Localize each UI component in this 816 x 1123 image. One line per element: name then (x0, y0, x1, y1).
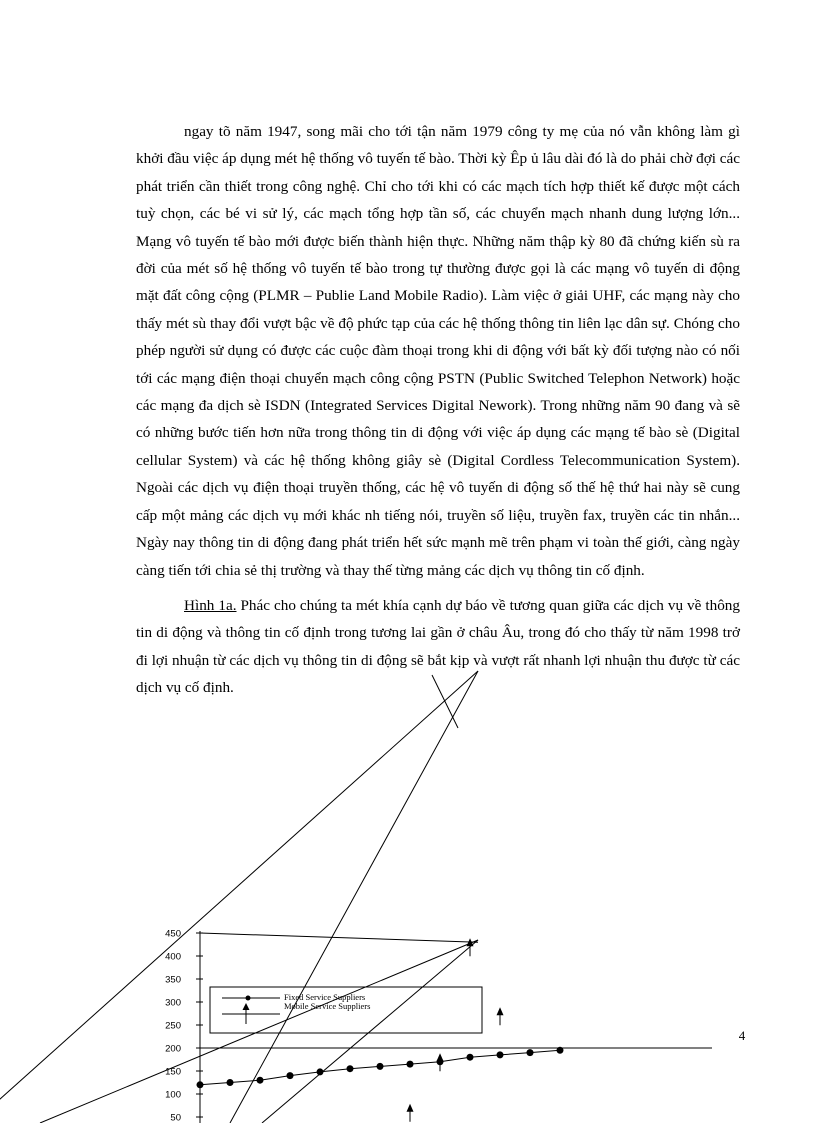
legend-arrow-icon (243, 1003, 250, 1010)
mobile-service-arrow-icon (437, 1053, 444, 1061)
y-tick-label: 350 (165, 974, 181, 986)
y-axis (165, 929, 203, 1123)
y-tick-label: 300 (165, 997, 181, 1009)
mobile-service-arrow-icon (407, 1104, 414, 1112)
overlay-line-5 (432, 675, 458, 728)
legend (210, 987, 482, 1033)
mobile-service-arrow-icon (497, 1007, 504, 1015)
legend-label-mobile: Mobile Service Suppliers (284, 1001, 371, 1011)
chart-marks (197, 938, 564, 1123)
y-tick-label: 450 (165, 928, 181, 940)
fixed-service-point (257, 1077, 264, 1084)
overlay-line-2 (40, 940, 478, 1123)
fixed-service-point (497, 1051, 504, 1058)
fixed-service-point (197, 1081, 204, 1088)
y-tick-label: 100 (165, 1089, 181, 1101)
y-tick-label: 400 (165, 951, 181, 963)
series-lines (200, 933, 712, 1085)
fixed-service-point (557, 1047, 564, 1054)
y-tick-label: 150 (165, 1066, 181, 1078)
y-tick-label: 250 (165, 1020, 181, 1032)
overlay-line-4 (262, 940, 478, 1123)
y-tick-label: 50 (170, 1112, 181, 1123)
fixed-service-point (347, 1065, 354, 1072)
fixed-service-point (407, 1061, 414, 1068)
fixed-service-point (227, 1079, 234, 1086)
fixed-service-point (527, 1049, 534, 1056)
overlay-lines (0, 671, 478, 1123)
paragraph-2-text: Phác cho chúng ta mét khía cạnh dự báo về tương quan giữa các dịch vụ về thông tin di động và thông tin cố định trong tương lai gần ở châu Âu, trong đó cho thấy từ năm 1998 trở đi lợi nhuận từ các dịch vụ thông tin di động sẽ bắt kịp và vượt rất nhanh lợi nhuận thu được từ các dịch vụ cố định. (136, 596, 740, 697)
fixed-service-point (467, 1054, 474, 1061)
legend-dot-marker (246, 996, 251, 1001)
legend-label-fixed: Fixed Service Suppliers (284, 992, 366, 1002)
overlay-line-1 (0, 671, 478, 1108)
figure-reference: Hình 1a. (184, 596, 237, 614)
fixed-service-point (287, 1072, 294, 1079)
y-tick-label: 200 (165, 1043, 181, 1055)
paragraph-1: ngay tõ năm 1947, song mãi cho tới tận năm 1979 công ty mẹ của nó vẫn không làm gì khởi đầu việc áp dụng mét hệ thống vô tuyến tế bào. Thời kỳ Êp ủ lâu dài đó là do phải chờ đợi các phát triển cần thiết trong công nghệ. Chỉ cho tới khi có các mạch tích hợp thiết kế được một cách tuỳ chọn, các bé vi sử lý, các mạch tổng hợp tần số, các chuyển mạch nhanh dung lượng lớn... Mạng vô tuyến tế bào mới được biến thành hiện thực. Những năm thập kỳ 80 đã chứng kiến sù ra đời của mét số hệ thống vô tuyến tế bào trong tự thường được gọi là các mạng vô tuyến di động mặt đất công cộng (PLMR – Publie Land Mobile Radio). Làm việc ở giải UHF, các mạng này cho thấy mét sù thay đổi vượt bậc về độ phức tạp của các hệ thống thông tin liên lạc dân sự. Chóng cho phép người sử dụng có được các cuộc đàm thoại trong khi di động với bất kỳ đối tượng nào có nối tới các mạng điện thoại chuyển mạch công cộng PSTN (Public Switched Telephon Network) hoặc các mạng đa dịch sè ISDN (Integrated Services Digital Nework). Trong những năm 90 đang và sẽ có những bước tiến hơn nữa trong thông tin di động với việc áp dụng các mạng tế bào sè (Digital cellular System) và các hệ thống không giây sè (Digital Cordless Telecommunication System). Ngoài các dịch vụ điện thoại truyền thống, các hệ vô tuyến di động số thế hệ thứ hai này sẽ cung cấp một mảng các dịch vụ mới khác nh tiếng nói, truyền số liệu, truyền fax, truyền các tin nhắn... Ngày nay thông tin di động đang phát triển hết sức mạnh mẽ trên phạm vi toàn thế giới, càng ngày càng tiến tới chia sẻ thị trường và thay thế từng mảng các dịch vụ thông tin cố định. (136, 123, 740, 579)
fixed-service-point (377, 1063, 384, 1070)
reference-line-450 (200, 933, 478, 942)
page-number: 4 (738, 1028, 746, 1043)
